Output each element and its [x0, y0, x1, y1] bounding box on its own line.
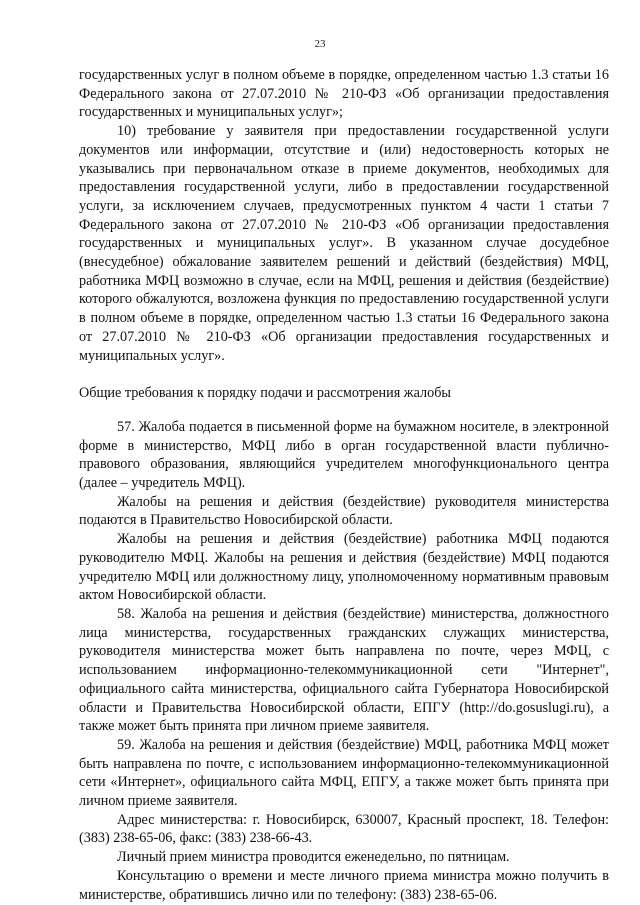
paragraph-reception: Личный прием министра проводится еженедельно, по пятницам. [117, 849, 510, 866]
paragraph-complaints-minister: Жалобы на решения и действия (бездействие) руководителя министерства подаются в Правительство Новосибирской области. [79, 493, 609, 529]
paragraph-item-10: 10) требование у заявителя при предоставлении государственной услуги документов или информации, отсутствие и (или) недостоверность которых не указывались при первоначальном отказе в приеме документов, необходимых для предоставления государственной услуги, либо в предоставлении государственной услуги, за исключением случаев, предусмотренных пунктом 4 части 1 статьи 7 Федерального закона от 27.07.2010 № 210-ФЗ «Об организации предоставления государственных и муниципальных услуг». В указанном случае досудебное (внесудебное) обжалование заявителем решений и действий (бездействия) МФЦ, работника МФЦ возможно в случае, если на МФЦ, решения и действия (бездействие) которого обжалуются, возложена функция по предоставлению государственной услуги в полном объеме в порядке, определенном частью 1.3 статьи 16 Федерального закона от 27.07.2010 № 210-ФЗ «Об организации предоставления государственных и муниципальных услуг». [79, 123, 609, 364]
paragraph-58: 58. Жалоба на решения и действия (бездействие) министерства, должностного лица министерства, государственных гражданских служащих министерства, руководителя министерства может быть направлена по почте, через МФЦ, с использованием информационно-телекоммуникационной сети "Интернет", официального сайта министерства, официального сайта Губернатора Новосибирской области и Правительства Новосибирской области, ЕПГУ (http://do.gosuslugi.ru), а также может быть принята при личном приеме заявителя. [79, 605, 609, 735]
paragraph-59: 59. Жалоба на решения и действия (бездействие) МФЦ, работника МФЦ может быть направлена по почте, с использованием информационно-телекоммуникационной сети «Интернет», официального сайта МФЦ, ЕПГУ, а также может быть принята при личном приеме заявителя. [79, 736, 609, 810]
section-heading: Общие требования к порядку подачи и рассмотрения жалобы [79, 385, 451, 402]
paragraph-address: Адрес министерства: г. Новосибирск, 630007, Красный проспект, 18. Телефон: (383) 238-65-06, факс: (383) 238-66-43. [79, 811, 609, 847]
paragraph-complaints-mfc: Жалобы на решения и действия (бездействие) работника МФЦ подаются руководителю МФЦ. Жалобы на решения и действия (бездействие) МФЦ подаются учредителю МФЦ или должностному лицу, уполномоченному нормативным правовым актом Новосибирской области. [79, 531, 609, 604]
page-number: 23 [314, 38, 326, 50]
paragraph-continuation: государственных услуг в полном объеме в порядке, определенном частью 1.3 статьи 16 Федерального закона от 27.07.2010 № 210-ФЗ «Об организации предоставления государственных и муниципальных услуг»; [79, 67, 609, 121]
paragraph-consultation: Консультацию о времени и месте личного приема министра можно получить в министерстве, обратившись лично или по телефону: (383) 238-65-06. [79, 867, 609, 903]
paragraph-57: 57. Жалоба подается в письменной форме на бумажном носителе, в электронной форме в министерство, МФЦ либо в орган государственной власти публично-правового образования, являющийся учредителем многофункционального центра (далее – учредитель МФЦ). [79, 418, 609, 492]
document-body [79, 66, 609, 904]
